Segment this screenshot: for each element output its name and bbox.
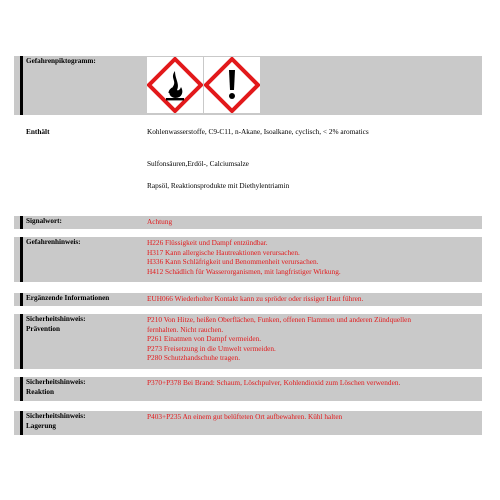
precaution-prevention-row <box>14 314 482 369</box>
hazard-pictogram-row <box>14 56 482 115</box>
precaution-storage-row <box>14 411 482 435</box>
precaution-p261: P261 Einatmen von Dampf vermeiden. <box>147 334 262 343</box>
precaution-response-label-1: Sicherheitshinweis: <box>26 378 86 386</box>
signal-word-label: Signalwort: <box>26 217 62 225</box>
precaution-storage-label <box>26 412 86 431</box>
precaution-prevention-label <box>26 315 86 334</box>
precaution-response-label-2: Reaktion <box>26 387 54 396</box>
signal-word-row <box>14 216 482 229</box>
hazard-statement-h226: H226 Flüssigkeit und Dampf entzündbar. <box>147 238 268 247</box>
contains-label: Enthält <box>26 127 50 136</box>
supplemental-info-label: Ergänzende Informationen <box>26 294 110 302</box>
pictogram-group <box>147 57 260 113</box>
precaution-storage-label-1: Sicherheitshinweis: <box>26 412 86 420</box>
contains-line-1: Kohlenwasserstoffe, C9-C11, n-Akane, Isoalkane, cyclisch, < 2% aromatics <box>147 127 369 136</box>
precaution-response-value: P370+P378 Bei Brand: Schaum, Löschpulver, Kohlendioxid zum Löschen verwenden. <box>147 378 401 387</box>
precaution-response-label <box>26 378 86 397</box>
precaution-p273: P273 Freisetzung in die Umwelt vermeiden. <box>147 343 276 353</box>
precaution-storage-value: P403+P235 An einem gut belüfteten Ort aufbewahren. Kühl halten <box>147 412 343 421</box>
precaution-p210-line-2: fernhalten. Nicht rauchen. <box>147 324 224 334</box>
precaution-prevention-label-1: Sicherheitshinweis: <box>26 315 86 323</box>
hazard-statement-h336: H336 Kann Schläfrigkeit und Benommenheit verursachen. <box>147 257 319 266</box>
hazard-statements-label: Gefahrenhinweis: <box>26 238 81 246</box>
hazard-pictogram-label: Gefahrenpiktogramm: <box>26 57 96 65</box>
hazard-statement-h412: H412 Schädlich für Wasserorganismen, mit langfristiger Wirkung. <box>147 266 341 276</box>
hazard-statements-list <box>147 238 481 276</box>
precaution-storage-label-2: Lagerung <box>26 421 56 430</box>
supplemental-info-row <box>14 293 482 306</box>
hazard-statement-h317: H317 Kann allergische Hautreaktionen verursachen. <box>147 247 300 257</box>
supplemental-info-value: EUH066 Wiederholter Kontakt kann zu spröder oder rissiger Haut führen. <box>147 294 364 303</box>
precaution-response-row <box>14 377 482 401</box>
flame-icon <box>147 57 203 113</box>
precaution-p280: P280 Schutzhandschuhe tragen. <box>147 353 241 362</box>
contains-line-2: Sulfonsäuren,Erdöl-, Calciumsalze <box>147 159 249 168</box>
exclamation-mark-icon <box>204 57 260 113</box>
contains-line-3: Rapsöl, Reaktionsprodukte mit Diethylentriamin <box>147 181 290 190</box>
precaution-p210-line-1: P210 Von Hitze, heißen Oberflächen, Funken, offenen Flammen und anderen Zündquellen <box>147 315 412 324</box>
signal-word-value: Achtung <box>147 217 173 226</box>
precaution-prevention-list <box>147 315 481 363</box>
hazard-statements-row <box>14 237 482 282</box>
precaution-prevention-label-2: Prävention <box>26 324 60 333</box>
